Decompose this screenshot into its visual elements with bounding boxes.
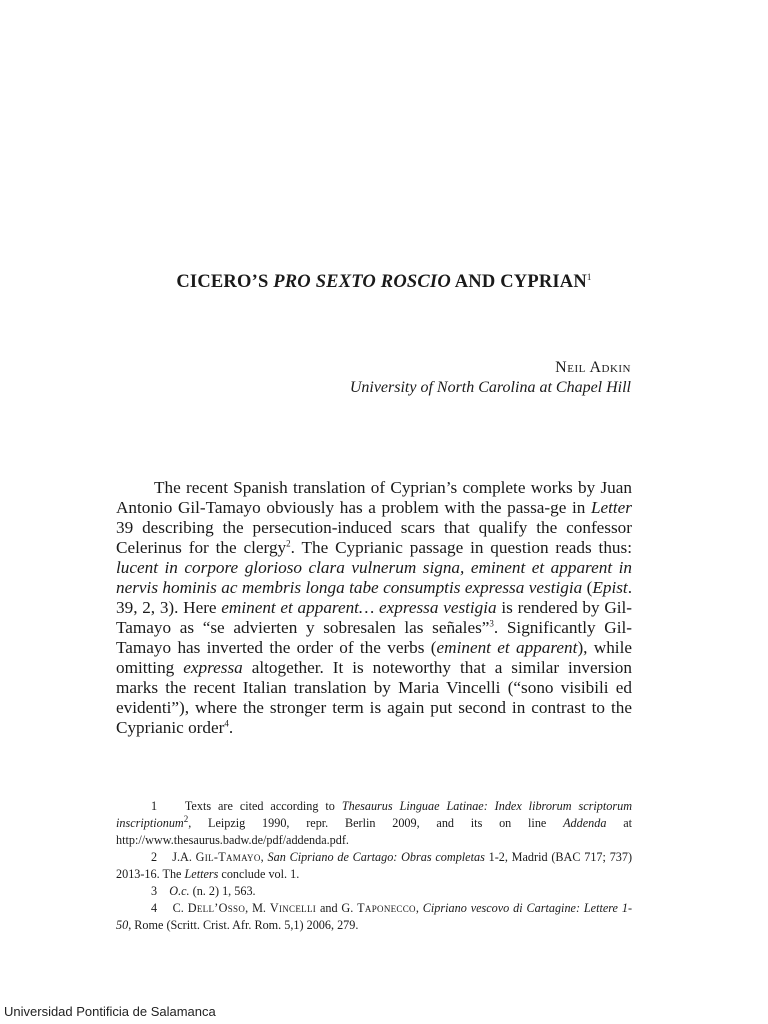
footnote-2: 2 J.A. Gil-Tamayo, San Cipriano de Cartago: Obras completas 1-2, Madrid (BAC 717; 737) 2013-16. The Letters conclude vol. 1.	[116, 850, 633, 881]
addenda-url[interactable]: at http://www.thesaurus.badw.de/pdf/addenda.pdf.	[116, 816, 632, 847]
footnote-ref-4[interactable]: 4	[224, 718, 229, 729]
title-footnote-ref[interactable]: 1	[586, 272, 592, 282]
footnote-3: 3 O.c. (n. 2) 1, 563.	[151, 884, 256, 898]
footnote-ref-2[interactable]: 2	[286, 538, 291, 549]
footnote-1: 1 Texts are cited according to Thesaurus Linguae Latinae: Index librorum scriptorum inscriptionum$^2$, Leipzig 1990, repr. Berlin 2009, and its on line Addenda at http://www.thesaurus.badw.de/pdf/addenda.pdf.	[116, 799, 632, 847]
footnote-4: 4 C. Dell’Osso, M. Vincelli and G. Taponecco, Cipriano vescovo di Cartagine: Lettere 1-50, Rome (Scritt. Crist. Afr. Rom. 5,1) 2006, 279.	[116, 901, 633, 932]
article-title: CICERO’S PRO SEXTO ROSCIO AND CYPRIAN$^1$	[176, 272, 592, 293]
author-block	[350, 358, 631, 398]
body-paragraph: The recent Spanish translation of Cyprian’s complete works by Juan Antonio Gil-Tamayo obviously has a problem with the passa-ge in Letter 39 describing the persecution-induced scars that qualify the confessor Celerinus for the clergy$^2$. The Cyprianic passage in question reads thus: lucent in corpore glorioso clara vulnerum signa, eminent et apparent in nervis hominis ac membris longa tabe consumptis expressa vestigia (Epist. 39, 2, 3). Here eminent et apparent… expressa vestigia is rendered by Gil-Tamayo as “se advierten y sobresalen las señales”$^3$. Significantly Gil-Tamayo has inverted the order of the verbs (eminent et apparent), while omitting expressa altogether. It is noteworthy that a similar inversion marks the recent Italian translation by Maria Vincelli (“sono visibili ed evidenti”), where the stronger term is again put second in contrast to the Cyprianic order$^4$.	[116, 478, 632, 737]
publisher-watermark: Universidad Pontificia de Salamanca	[4, 1004, 216, 1019]
footnote-ref-3[interactable]: 3	[489, 618, 494, 629]
author-name: Neil Adkin	[555, 359, 631, 376]
footnotes	[116, 798, 632, 934]
author-affiliation: University of North Carolina at Chapel Hill	[349, 379, 631, 396]
